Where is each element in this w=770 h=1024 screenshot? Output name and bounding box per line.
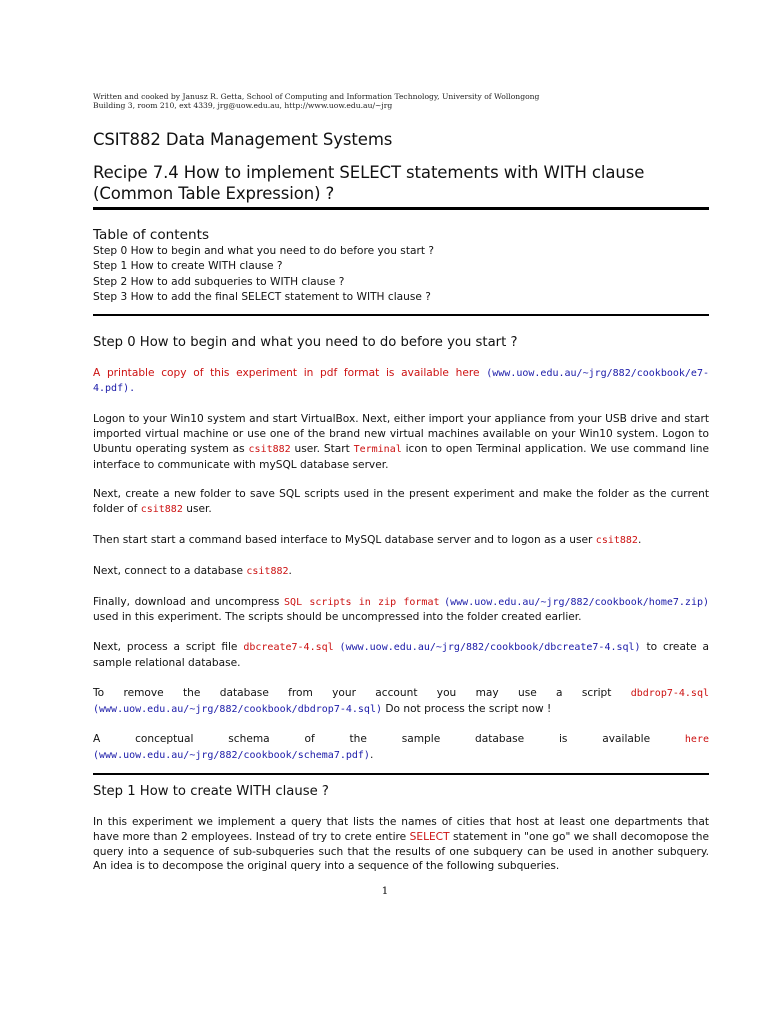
step1-heading: Step 1 How to create WITH clause ? <box>93 783 329 799</box>
download-paragraph: Finally, download and uncompress SQL scripts in zip format (www.uow.edu.au/~jrg/882/cookbook/home7.zip) used in this experiment. The scripts should be uncompressed into the folder created earlier. <box>93 595 710 624</box>
toc-item-step2[interactable]: Step 2 How to add subqueries to WITH clause ? <box>93 275 345 288</box>
folder-paragraph: Next, create a new folder to save SQL scripts used in the present experiment and make the folder as the current folder of csit882 user. <box>93 488 709 516</box>
toc-divider <box>93 314 709 316</box>
author-header <box>93 92 709 110</box>
mysql-logon-paragraph: Then start start a command based interface to MySQL database server and to logon as a user csit882. <box>93 534 642 546</box>
schema-url[interactable]: (www.uow.edu.au/~jrg/882/cookbook/schema7.pdf) <box>93 750 370 762</box>
step0-divider <box>93 773 709 775</box>
dbdrop-url[interactable]: (www.uow.edu.au/~jrg/882/cookbook/dbdrop7-4.sql) <box>93 703 382 715</box>
schema-link[interactable]: here <box>684 734 709 746</box>
sql-scripts-link[interactable]: SQL scripts in zip format <box>284 596 440 608</box>
title-divider <box>93 207 709 210</box>
recipe-title: Recipe 7.4 How to implement SELECT statements with WITH clause (Common Table Expression) ? <box>93 163 645 203</box>
schema-paragraph: A conceptual schema of the sample database is available here (www.uow.edu.au/~jrg/882/cookbook/schema7.pdf). <box>93 733 709 762</box>
terminal-label: Terminal <box>353 443 402 455</box>
toc-item-step1[interactable]: Step 1 How to create WITH clause ? <box>93 260 283 273</box>
printable-copy-link[interactable]: A printable copy of this experiment in pdf format is available here <box>93 366 480 379</box>
toc-item-step0[interactable]: Step 0 How to begin and what you need to do before you start ? <box>93 245 434 257</box>
toc-title: Table of contents <box>93 227 210 243</box>
dbcreate-paragraph: Next, process a script file dbcreate7-4.sql (www.uow.edu.au/~jrg/882/cookbook/dbcreate7-4.sql) to create a sample relational database. <box>93 641 709 669</box>
course-title: CSIT882 Data Management Systems <box>93 130 393 149</box>
dbcreate-url[interactable]: (www.uow.edu.au/~jrg/882/cookbook/dbcreate7-4.sql) <box>339 642 641 654</box>
document-page <box>93 92 709 874</box>
logon-paragraph: Logon to your Win10 system and start VirtualBox. Next, either import your appliance from your USB drive and start imported virtual machine or use one of the brand new virtual machines available on your Win10 system. Logon to Ubuntu operating system as csit882 user. Start Terminal icon to open Terminal application. We use command line interface to communicate with mySQL database server. <box>93 413 709 471</box>
dbcreate-link[interactable]: dbcreate7-4.sql <box>243 642 334 654</box>
printable-copy-paragraph <box>93 366 709 398</box>
toc-item-step3[interactable]: Step 3 How to add the final SELECT statement to WITH clause ? <box>93 291 431 304</box>
dbdrop-paragraph: To remove the database from your account you may use a script dbdrop7-4.sql (www.uow.edu.au/~jrg/882/cookbook/dbdrop7-4.sql) Do not process the script now ! <box>93 686 709 715</box>
user-csit882: csit882 <box>248 443 291 455</box>
header-line-1: Written and cooked by Janusz R. Getta, School of Computing and Information Technology, University of Wollongong <box>93 92 540 101</box>
page-number: 1 <box>381 885 389 897</box>
step0-heading: Step 0 How to begin and what you need to do before you start ? <box>93 334 518 350</box>
header-line-2: Building 3, room 210, ext 4339, jrg@uow.edu.au, http://www.uow.edu.au/~jrg <box>93 101 393 110</box>
sql-scripts-url[interactable]: (www.uow.edu.au/~jrg/882/cookbook/home7.zip) <box>444 596 710 608</box>
connect-paragraph: Next, connect to a database csit882. <box>93 564 292 577</box>
table-of-contents <box>93 244 709 306</box>
printable-copy-url[interactable]: (www.uow.edu.au/~jrg/882/cookbook/e7-4.pdf). <box>93 367 709 395</box>
select-keyword: SELECT <box>409 830 450 843</box>
dbdrop-link[interactable]: dbdrop7-4.sql <box>630 687 709 699</box>
step1-paragraph: In this experiment we implement a query that lists the names of cities that host at least one departments that have more than 2 employees. Instead of try to crete entire SELECT statement in "one go" we shall decomopose the query into a sequence of sub-subqueries such that the results of one subquery can be used in another subquery. An idea is to decompose the original query into a sequence of the following subqueries. <box>93 815 709 873</box>
